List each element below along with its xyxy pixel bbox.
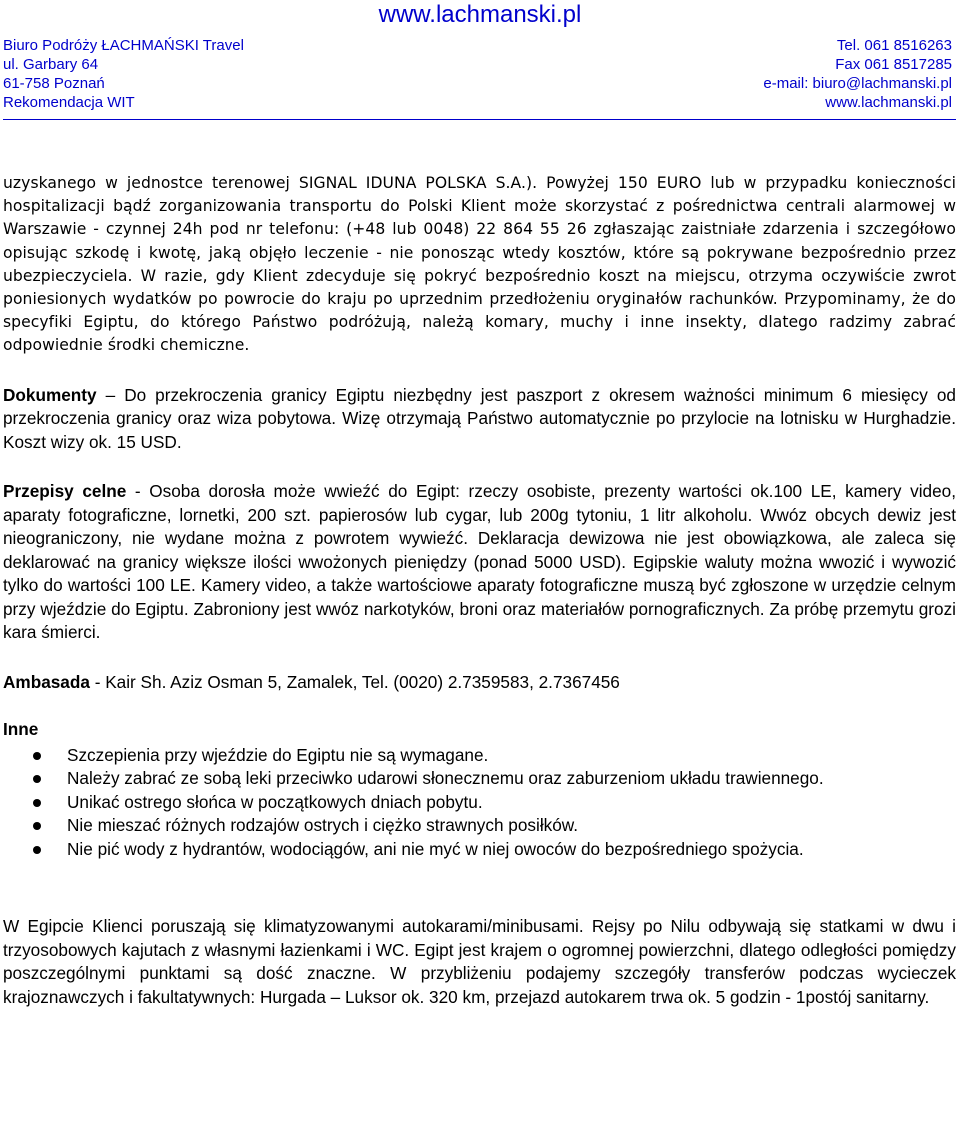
agency-website[interactable]: www.lachmanski.pl bbox=[825, 94, 952, 111]
list-item-text: Nie pić wody z hydrantów, wodociągów, ani nie myć w niej owoców do bezpośredniego spożycia. bbox=[67, 838, 804, 859]
list-item-text: Należy zabrać ze sobą leki przeciwko udarowi słonecznemu oraz zaburzeniom układu trawiennego. bbox=[67, 768, 824, 789]
bullet-icon bbox=[33, 752, 41, 760]
dokumenty-title: Dokumenty bbox=[3, 384, 97, 405]
przepisy-title: Przepisy celne bbox=[3, 481, 127, 502]
agency-phone: Tel. 061 8516263 bbox=[836, 37, 952, 54]
document-body bbox=[3, 172, 956, 1009]
list-item bbox=[3, 814, 956, 838]
list-item bbox=[3, 838, 956, 862]
dokumenty-paragraph bbox=[3, 384, 956, 455]
header-divider bbox=[3, 119, 956, 120]
dokumenty-text: – Do przekroczenia granicy Egiptu niezbędny jest paszport z okresem ważności minimum 6 miesięcy od przekroczenia granicy oraz wiza pobytowa. Wizę otrzymają Państwo automatycznie po przylocie na lotnisku w Hurghadzie. Koszt wizy ok. 15 USD. bbox=[3, 384, 956, 452]
agency-email[interactable]: e-mail: biuro@lachmanski.pl bbox=[763, 75, 952, 92]
ambasada-title: Ambasada bbox=[3, 671, 90, 692]
insurance-paragraph bbox=[3, 172, 956, 358]
transport-paragraph bbox=[3, 915, 956, 1009]
letterhead-row bbox=[3, 36, 952, 55]
list-item-text: Szczepienia przy wjeździe do Egiptu nie są wymagane. bbox=[67, 744, 489, 765]
bullet-icon bbox=[33, 822, 41, 830]
bullet-icon bbox=[33, 799, 41, 807]
agency-street: ul. Garbary 64 bbox=[3, 56, 99, 73]
site-url[interactable]: www.lachmanski.pl bbox=[378, 1, 582, 28]
letterhead-row bbox=[3, 55, 952, 74]
letterhead-row bbox=[3, 93, 952, 112]
list-item bbox=[3, 744, 956, 768]
bullet-icon bbox=[33, 775, 41, 783]
list-item-text: Nie mieszać różnych rodzajów ostrych i ciężko strawnych posiłków. bbox=[67, 815, 579, 836]
insurance-text: uzyskanego w jednostce terenowej SIGNAL IDUNA POLSKA S.A.). Powyżej 150 EURO lub w przypadku konieczności hospitalizacji bądź zorganizowania transportu do Polski Klient może skorzystać z pośrednictwa centrali alarmowej w Warszawie - czynnej 24h pod nr telefonu: (+48 lub 0048) 22 864 55 26 zgłaszając zaistniałe zdarzenia i szczegółowo opisując szkodę i kwotę, jaką objęło leczenie - nie ponosząc wtedy kosztów, które są pokrywane bezpośrednio przez ubezpieczyciela. W razie, gdy Klient zdecyduje się pokryć bezpośrednio koszt na miejscu, otrzyma oczywiście zwrot poniesionych wydatków po powrocie do kraju po uprzednim przedłożeniu oryginałów rachunków. Przypominamy, że do specyfiki Egiptu, do którego Państwo podróżują, należą komary, muchy i inne insekty, dlatego radzimy zabrać odpowiednie środki chemiczne. bbox=[3, 174, 956, 355]
inne-list bbox=[3, 744, 956, 862]
list-item bbox=[3, 791, 956, 815]
list-item-text: Unikać ostrego słońca w początkowych dniach pobytu. bbox=[67, 791, 483, 812]
agency-name: Biuro Podróży ŁACHMAŃSKI Travel bbox=[3, 37, 244, 54]
przepisy-paragraph bbox=[3, 480, 956, 645]
letterhead-row bbox=[3, 74, 952, 93]
ambasada-text: - Kair Sh. Aziz Osman 5, Zamalek, Tel. (0020) 2.7359583, 2.7367456 bbox=[89, 671, 620, 692]
transport-text: W Egipcie Klienci poruszają się klimatyzowanymi autokarami/minibusami. Rejsy po Nilu odbywają się statkami w dwu i trzyosobowych kajutach z własnymi łazienkami i WC. Egipt jest krajem o ogromnej powierzchni, dlatego odległości pomiędzy poszczególnymi punktami są dość znaczne. W przybliżeniu podajemy szczegóły transferów podczas wycieczek krajoznawczych i fakultatywnych: Hurgada – Luksor ok. 320 km, przejazd autokarem trwa ok. 5 godzin - 1postój sanitarny. bbox=[3, 916, 956, 1007]
agency-recommendation: Rekomendacja WIT bbox=[3, 94, 135, 111]
agency-fax: Fax 061 8517285 bbox=[835, 56, 952, 73]
ambasada-paragraph bbox=[3, 671, 956, 695]
list-item bbox=[3, 767, 956, 791]
inne-title: Inne bbox=[3, 719, 39, 740]
przepisy-text: - Osoba dorosła może wwieźć do Egipt: rzeczy osobiste, prezenty wartości ok.100 LE, kamery video, aparaty fotograficzne, lornetki, 200 szt. papierosów lub cygar, lub 200g tytoniu, 1 litr alkoholu. Wwóz obcych dewiz jest nieograniczony, nie wydane można z powrotem wywieźć. Deklaracja dewizowa nie jest obowiązkowa, ale zaleca się deklarować na granicy większe ilości wwożonych pieniędzy (ponad 5000 USD). Egipskie waluty można wwozić i wywozić tylko do wartości 100 LE. Kamery video, a także wartościowe aparaty fotograficzne muszą być zgłoszone w urzędzie celnym przy wjeździe do Egiptu. Zabroniony jest wwóz narkotyków, broni oraz materiałów pornograficznych. Za próbę przemytu grozi kara śmierci. bbox=[3, 481, 956, 643]
agency-city: 61-758 Poznań bbox=[3, 75, 105, 92]
letterhead bbox=[3, 36, 952, 112]
bullet-icon bbox=[33, 846, 41, 854]
